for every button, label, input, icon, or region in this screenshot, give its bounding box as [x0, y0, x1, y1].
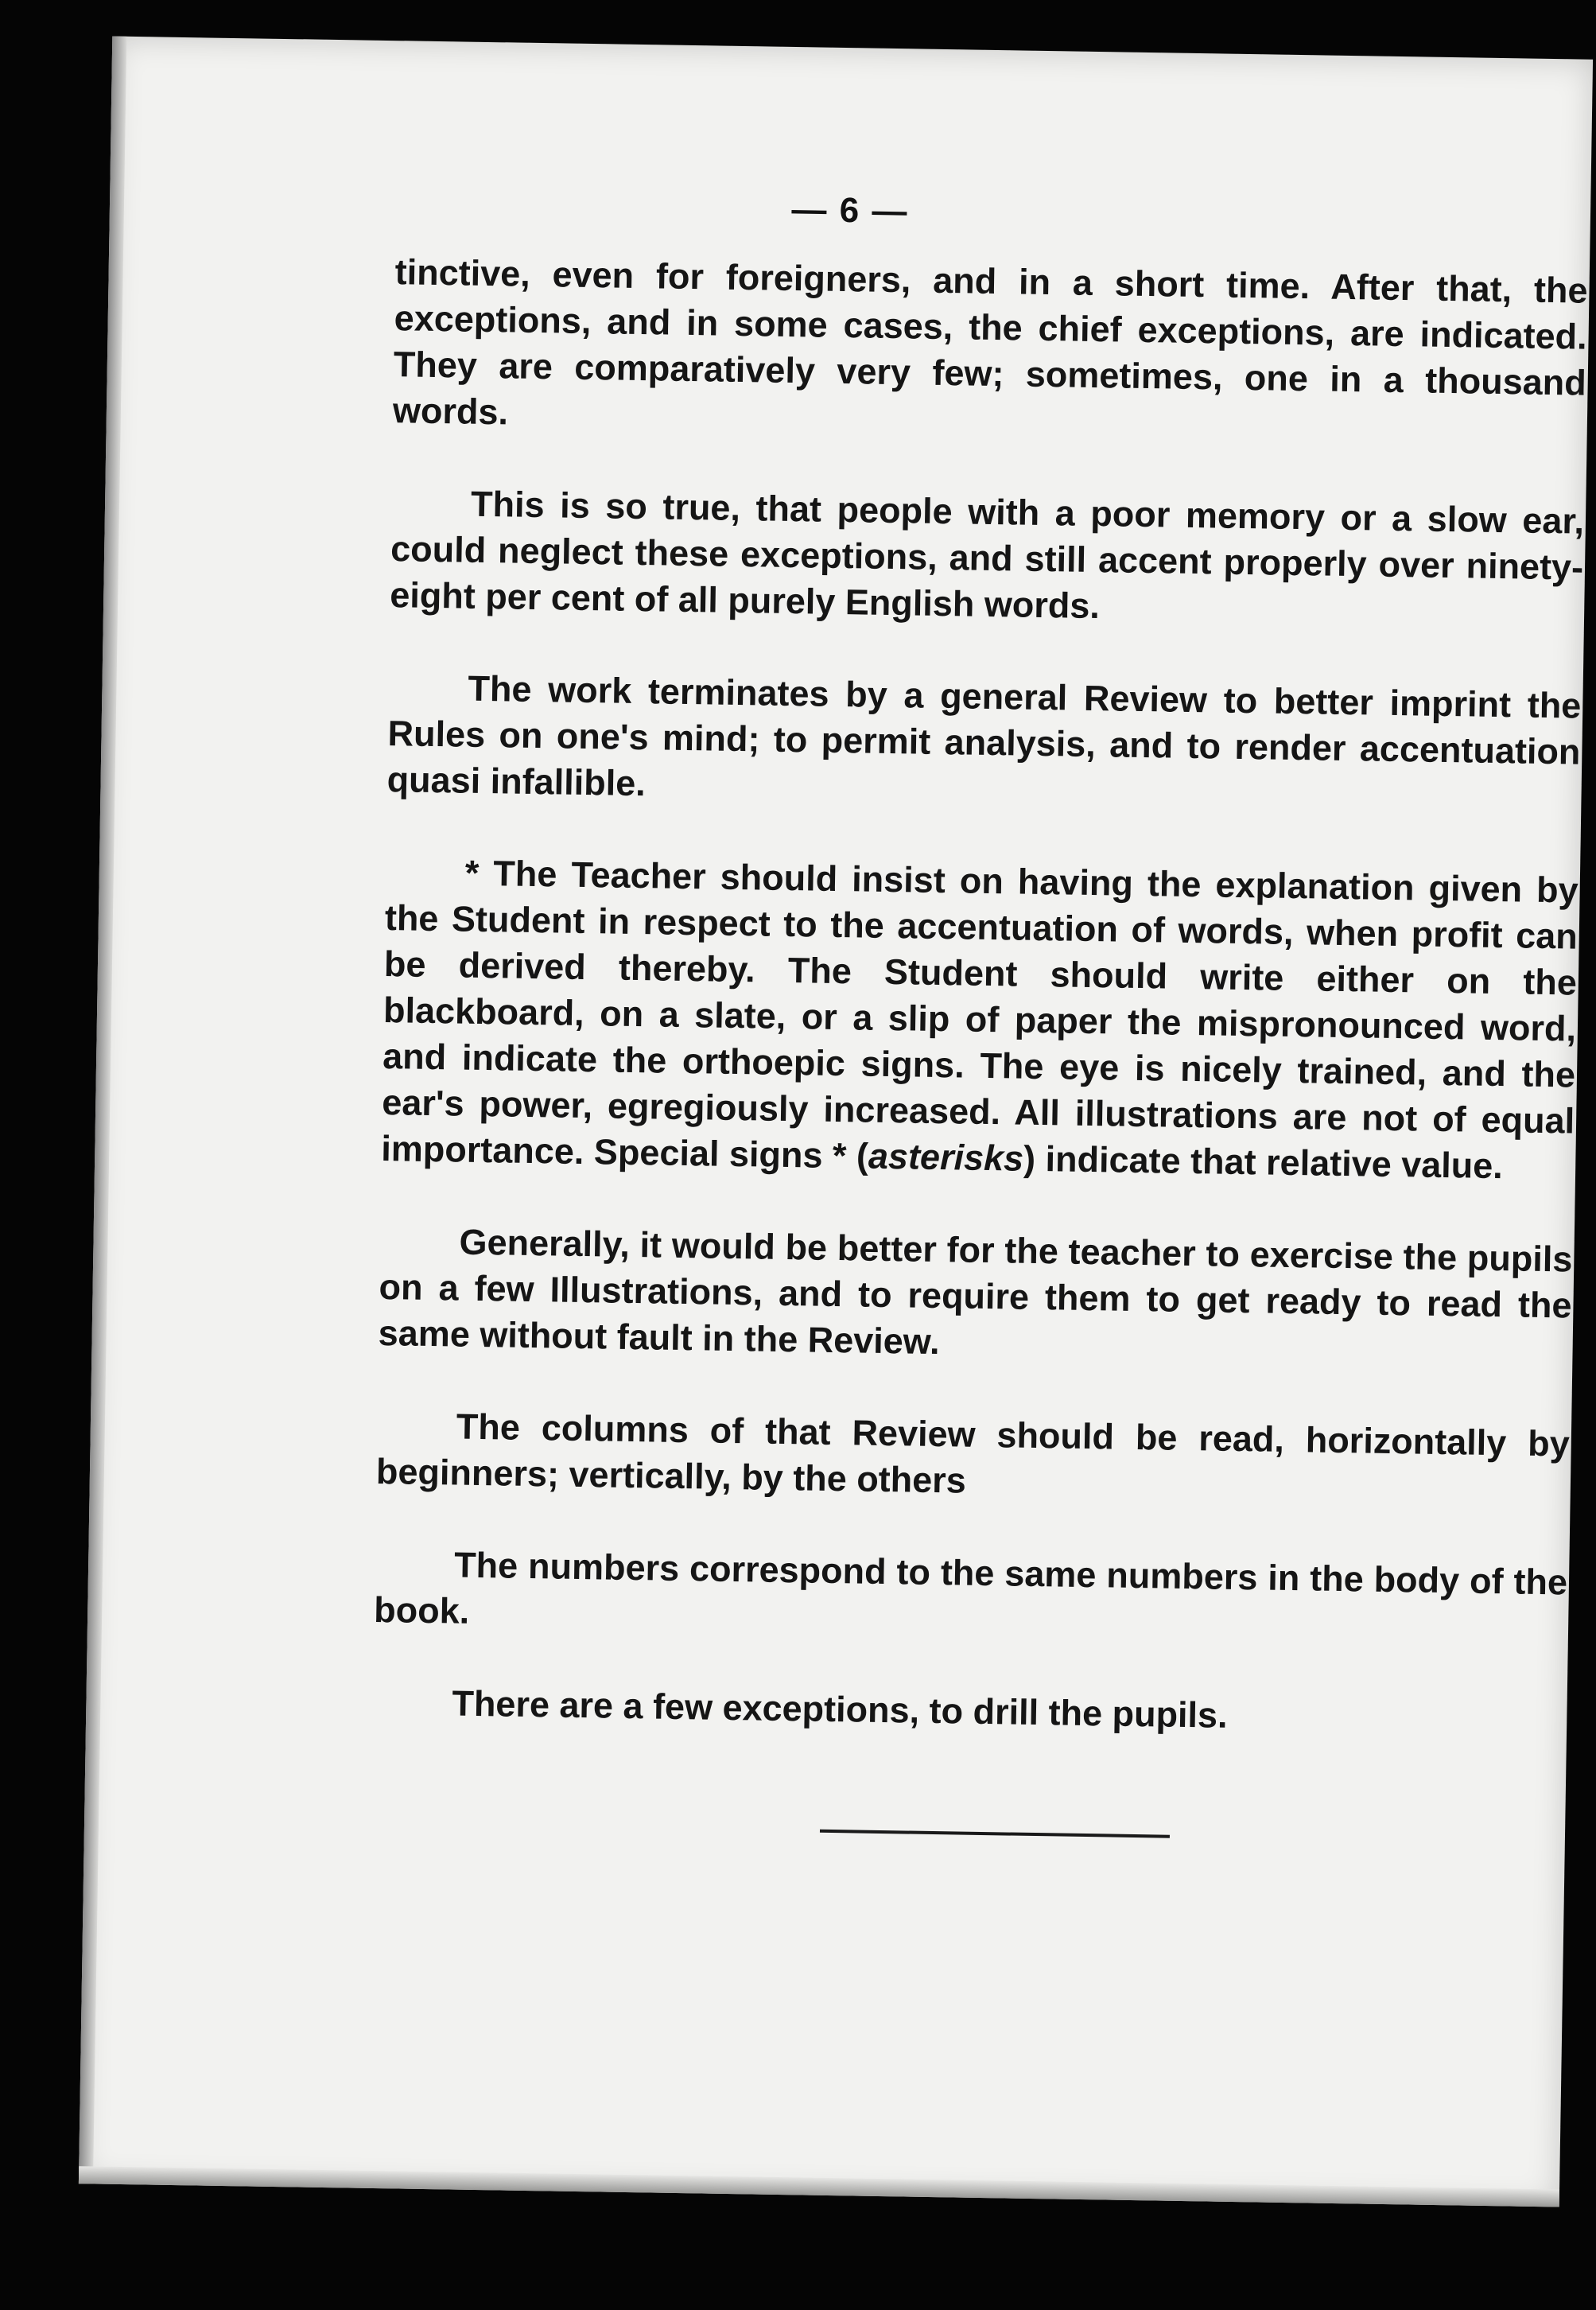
end-rule-divider	[820, 1830, 1170, 1838]
paragraph-continuation: tinctive, even for foreigners, and in a short time. After that, the exceptions, and in some cases, the chief exceptions, are indicated. They are comparatively very few; sometimes, one in a thousand words.	[392, 251, 1588, 433]
paragraph-teacher-exercise: Generally, it would be better for the teacher to exercise the pupils on a few Illustrations, and to require them to get ready to read the same without fault in the Review.	[378, 1221, 1573, 1363]
paragraph-exceptions-note: This is so true, that people with a poor memory or a slow ear, could neglect these exceptions, and still accent properly over ninety-eight per cent of all purely English words.	[389, 483, 1585, 627]
paragraph-drill: There are a few exceptions, to drill the pupils.	[452, 1682, 1228, 1736]
teacher-note-italic: asterisks	[868, 1135, 1024, 1179]
document-page	[79, 37, 1593, 2207]
body-text	[372, 249, 1588, 1744]
teacher-note-text-after: ) indicate that relative value.	[1023, 1138, 1504, 1187]
paragraph-numbers: The numbers correspond to the same numbers in the body of the book.	[373, 1544, 1568, 1631]
paragraph-review-columns: The columns of that Review should be read, horizontally by beginners; vertically, by the others	[375, 1406, 1571, 1501]
teacher-note-text-before: * The Teacher should insist on having the explanation given by the Student in respect to the accentuation of words, when profit can be derived thereby. The Student should write either on the blackboard, on a slate, or a slip of paper the mispronounced word, and indicate the orthoepic signs. The eye is nicely trained, and the ear's power, egregiously increased. All illustrations are not of equal importance. Special signs * (	[381, 852, 1579, 1176]
paragraph-review-note: The work terminates by a general Review to better imprint the Rules on one's mind; to permit analysis, and to render accentuation quasi infallible.	[386, 667, 1582, 804]
page-number: — 6 —	[791, 189, 909, 231]
paragraph-teacher-note	[381, 849, 1579, 1191]
